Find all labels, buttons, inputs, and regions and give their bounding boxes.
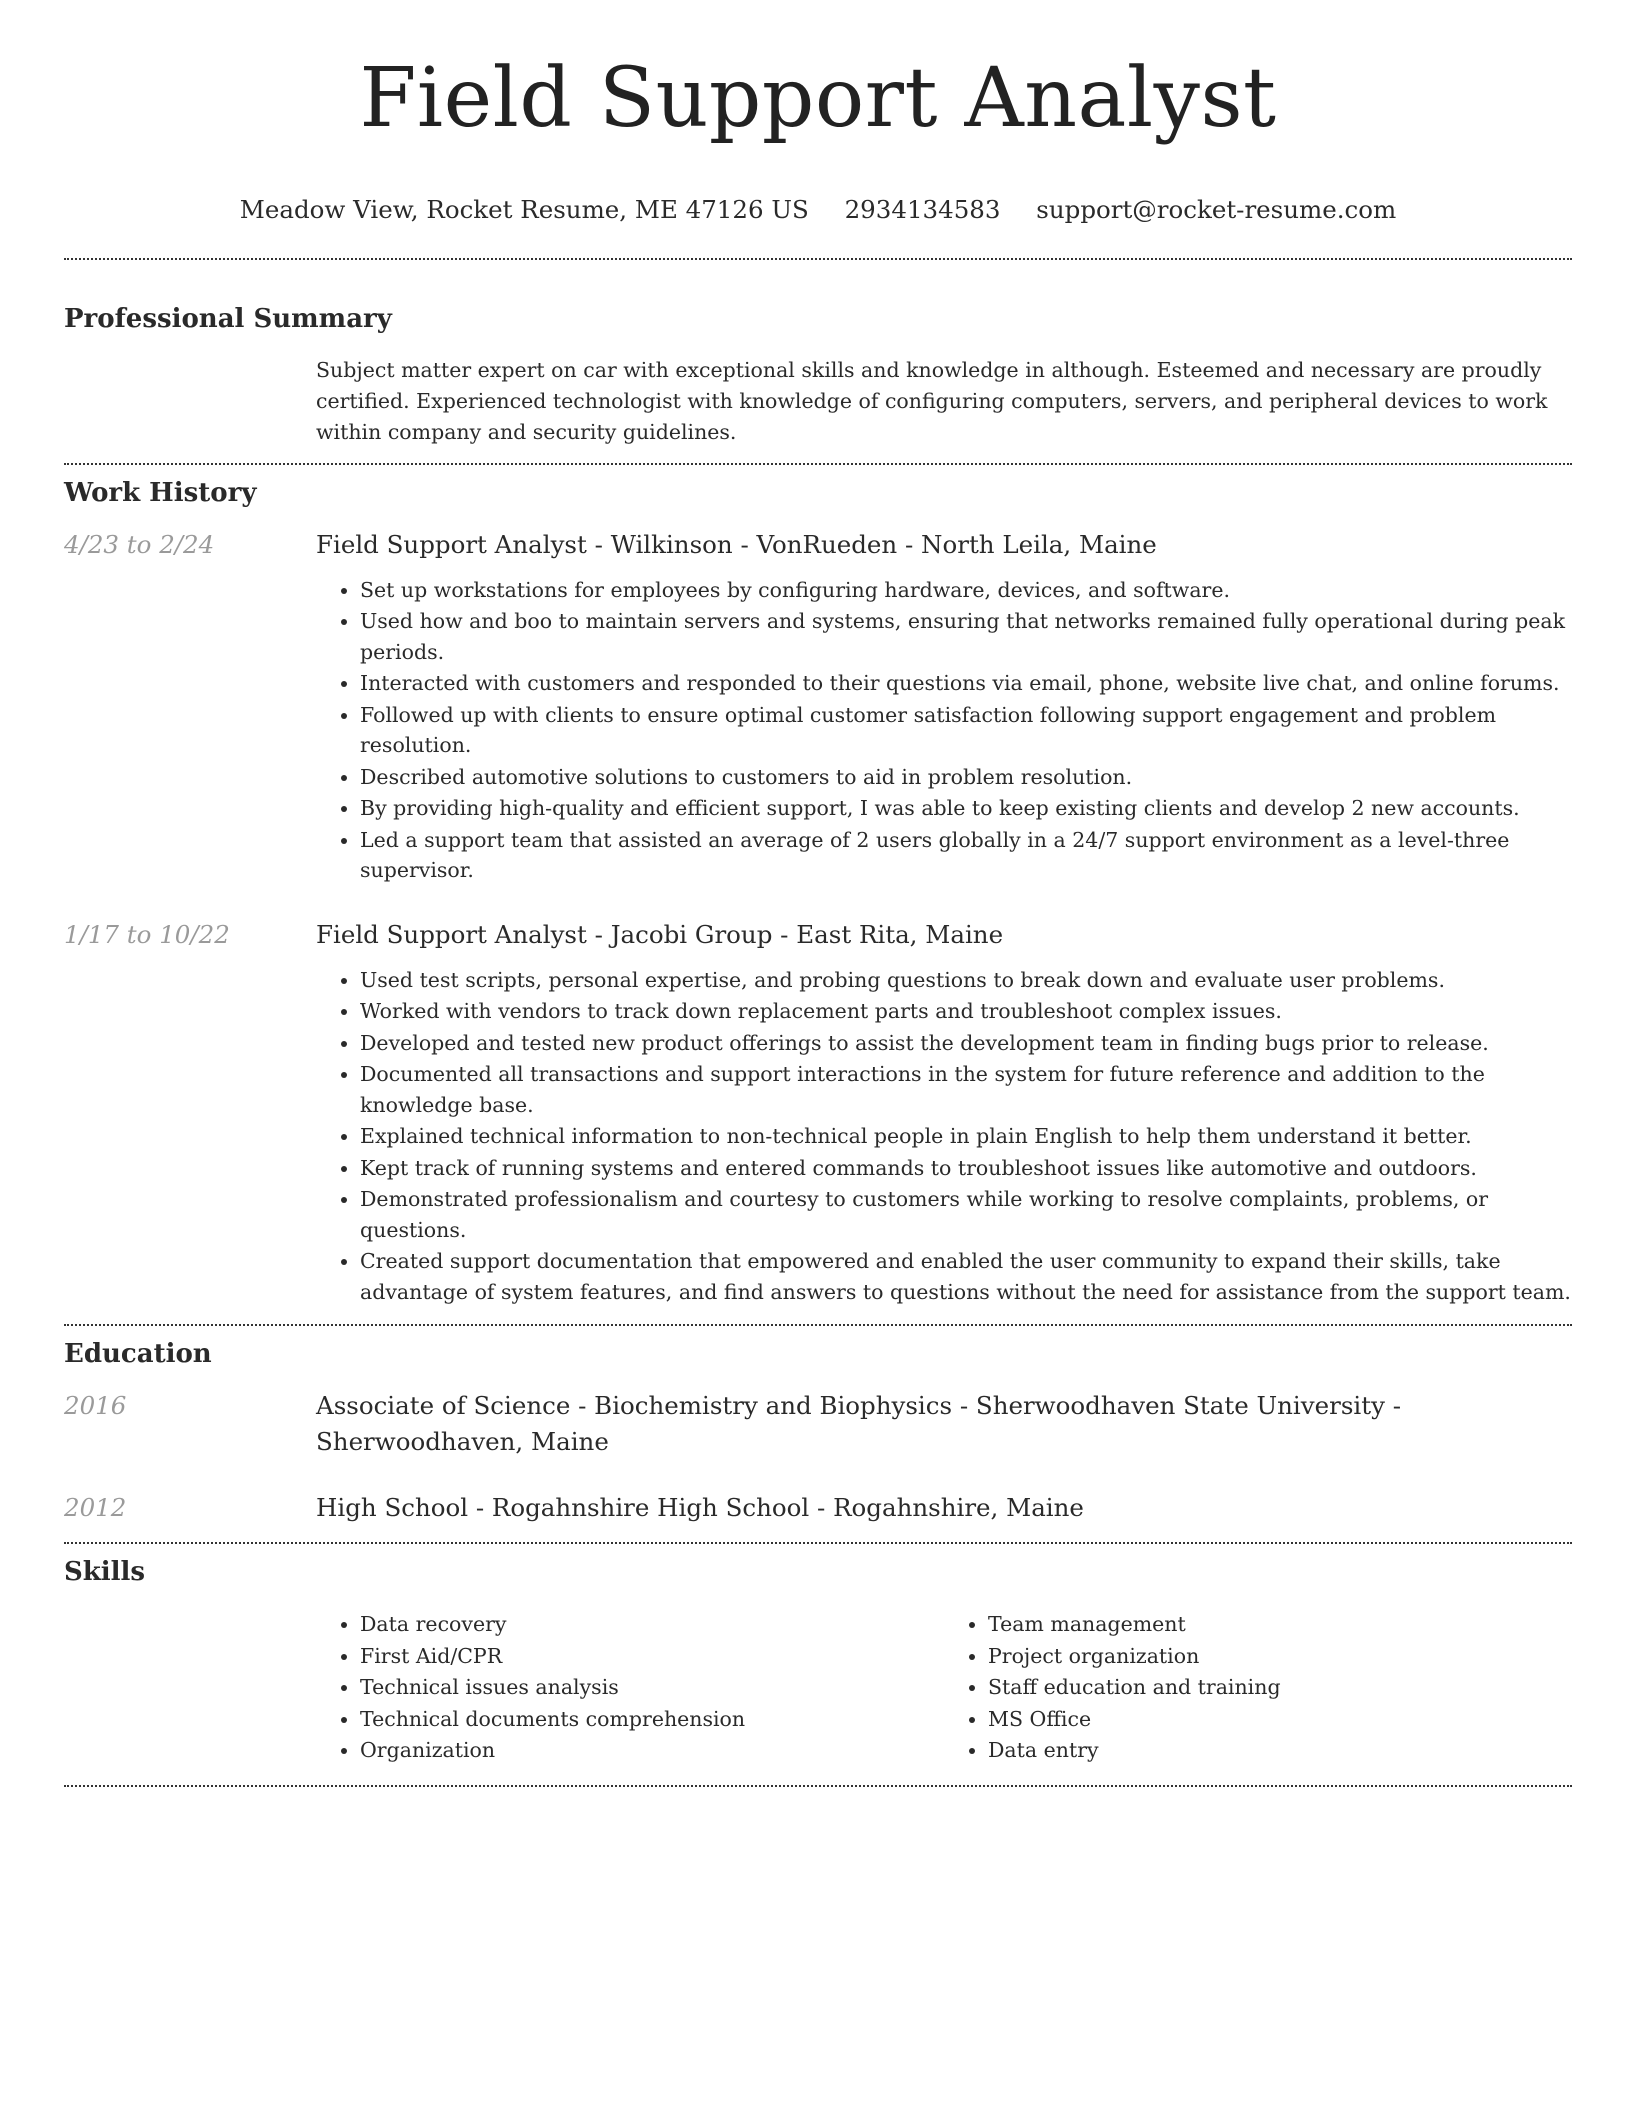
education-entry — [64, 1490, 1572, 1526]
job-dates: 4/23 to 2/24 — [64, 529, 215, 559]
job-title: Field Support Analyst - Jacobi Group - East Rita, Maine — [316, 919, 1004, 949]
summary-section — [64, 260, 1572, 448]
contact-address: Meadow View, Rocket Resume, ME 47126 US — [239, 194, 809, 224]
skills-heading: Skills — [64, 1557, 146, 1588]
skills-list-left — [316, 1609, 944, 1767]
summary-heading: Professional Summary — [64, 303, 392, 334]
job-entry — [64, 917, 1572, 1309]
list-item: • Explained technical information to non-technical people in plain English to help them understand it better. — [360, 1121, 1572, 1152]
contact-line — [64, 195, 1572, 224]
list-item: • Worked with vendors to track down replacement parts and troubleshoot complex issues. — [360, 996, 1572, 1027]
list-item: • Team management — [988, 1609, 1572, 1640]
skills-list-right — [944, 1609, 1572, 1767]
list-item: • By providing high-quality and efficient support, I was able to keep existing clients and develop 2 new accounts. — [360, 793, 1572, 824]
education-entry — [64, 1388, 1572, 1460]
job-title: Field Support Analyst - Wilkinson - VonRueden - North Leila, Maine — [316, 529, 1157, 559]
education-title: High School - Rogahnshire High School - Rogahnshire, Maine — [316, 1493, 1084, 1523]
section-divider — [64, 1785, 1572, 1787]
contact-email: support@rocket-resume.com — [1036, 194, 1397, 224]
list-item: • Data entry — [988, 1735, 1572, 1766]
contact-phone: 2934134583 — [844, 194, 1001, 224]
job-entry — [64, 527, 1572, 887]
list-item: • Organization — [360, 1735, 944, 1766]
job-bullets — [316, 965, 1572, 1308]
list-item: • Staff education and training — [988, 1672, 1572, 1703]
list-item: • Technical issues analysis — [360, 1672, 944, 1703]
list-item: • First Aid/CPR — [360, 1641, 944, 1672]
work-heading: Work History — [64, 477, 257, 508]
education-heading: Education — [64, 1339, 212, 1370]
list-item: • Kept track of running systems and entered commands to troubleshoot issues like automotive and outdoors. — [360, 1153, 1572, 1184]
job-dates: 1/17 to 10/22 — [64, 919, 230, 949]
list-item: • Developed and tested new product offerings to assist the development team in finding bugs prior to release. — [360, 1028, 1572, 1059]
list-item: • Used how and boo to maintain servers and systems, ensuring that networks remained fully operational during peak periods. — [360, 606, 1572, 667]
education-year: 2016 — [64, 1391, 127, 1421]
summary-text: Subject matter expert on car with exceptional skills and knowledge in although. Esteemed and necessary are proudly certified. Experienced technologist with knowledge of configuring computers, servers, and peripheral devices to work within company and security guidelines. — [316, 357, 1548, 444]
list-item: • MS Office — [988, 1704, 1572, 1735]
education-section — [64, 1326, 1572, 1526]
list-item: • Created support documentation that empowered and enabled the user community to expand their skills, take advantage of system features, and find answers to questions without the need for assistance from the support team. — [360, 1246, 1572, 1307]
list-item: • Described automotive solutions to customers to aid in problem resolution. — [360, 762, 1572, 793]
list-item: • Followed up with clients to ensure optimal customer satisfaction following support engagement and problem resolution. — [360, 700, 1572, 761]
education-title: Associate of Science - Biochemistry and Biophysics - Sherwoodhaven State University - Sherwoodhaven, Maine — [316, 1391, 1401, 1457]
work-section — [64, 465, 1572, 1309]
list-item: • Interacted with customers and responded to their questions via email, phone, website live chat, and online forums. — [360, 668, 1572, 699]
skills-section — [64, 1544, 1572, 1767]
resume-page — [64, 0, 1572, 1787]
resume-name: Field Support Analyst — [359, 51, 1277, 146]
list-item: • Technical documents comprehension — [360, 1704, 944, 1735]
list-item: • Demonstrated professionalism and courtesy to customers while working to resolve complaints, problems, or questions. — [360, 1184, 1572, 1245]
education-year: 2012 — [64, 1493, 127, 1523]
skills-grid — [316, 1609, 1572, 1767]
list-item: • Led a support team that assisted an average of 2 users globally in a 24/7 support environment as a level-three supervisor. — [360, 825, 1572, 886]
list-item: • Set up workstations for employees by configuring hardware, devices, and software. — [360, 575, 1572, 606]
job-bullets — [316, 575, 1572, 886]
list-item: • Project organization — [988, 1641, 1572, 1672]
list-item: • Used test scripts, personal expertise, and probing questions to break down and evaluate user problems. — [360, 965, 1572, 996]
list-item: • Documented all transactions and support interactions in the system for future reference and addition to the knowledge base. — [360, 1059, 1572, 1120]
list-item: • Data recovery — [360, 1609, 944, 1640]
